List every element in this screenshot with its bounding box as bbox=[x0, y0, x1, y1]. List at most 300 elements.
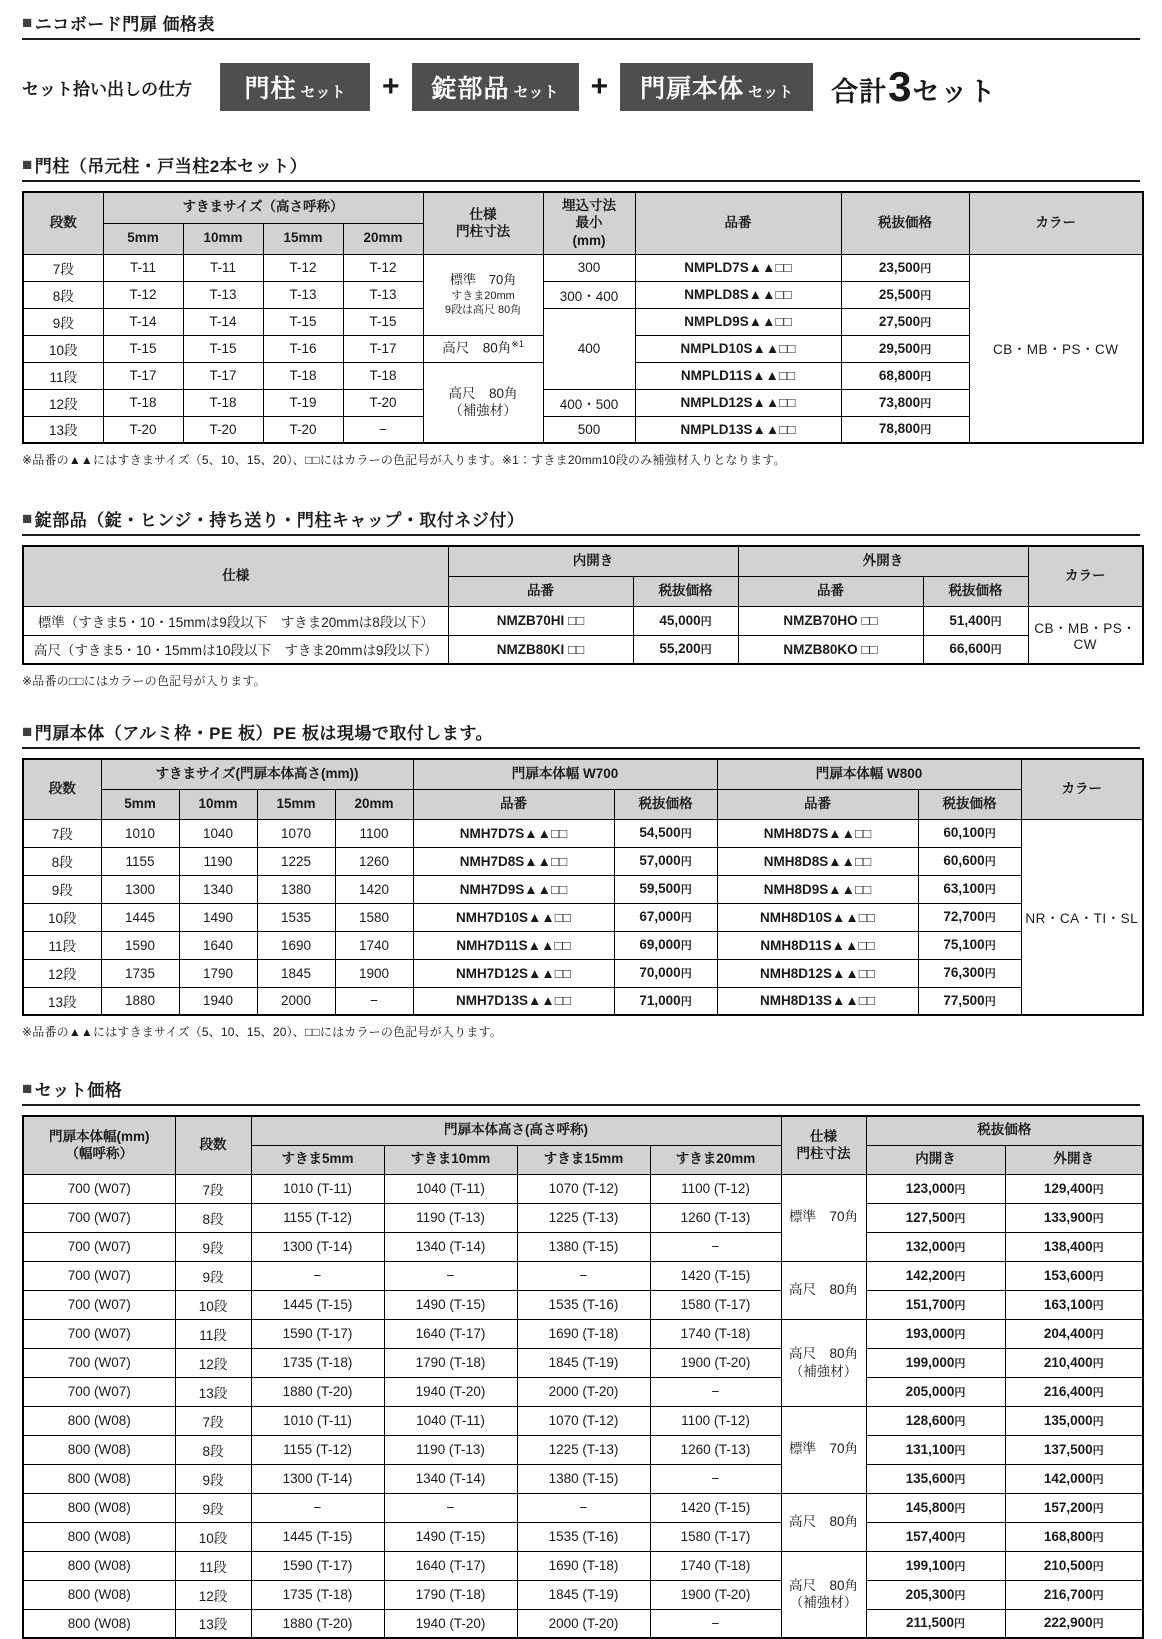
table-cell: 13段 bbox=[23, 987, 101, 1015]
header-cell: 段数 bbox=[175, 1116, 251, 1174]
table-cell: 1535 bbox=[257, 903, 335, 931]
table-cell: 1225 bbox=[257, 847, 335, 875]
table-cell: 1225 (T-13) bbox=[517, 1203, 650, 1232]
header-cell: 内開き bbox=[448, 546, 738, 576]
header-cell: すきま20mm bbox=[650, 1145, 781, 1174]
table-row bbox=[23, 1493, 1143, 1522]
table-cell: 222,900円 bbox=[1005, 1609, 1143, 1638]
table-row bbox=[23, 1551, 1143, 1580]
table-cell: 157,200円 bbox=[1005, 1493, 1143, 1522]
table-cell: NMH7D10S▲▲□□ bbox=[413, 903, 614, 931]
table-cell: 1880 (T-20) bbox=[251, 1609, 384, 1638]
section-gate-post bbox=[22, 152, 1140, 468]
table-cell: NMZB70HI □□ bbox=[448, 606, 633, 635]
table-cell: 800 (W08) bbox=[23, 1406, 175, 1435]
table-cell: 1735 bbox=[101, 959, 179, 987]
table-cell: 9段 bbox=[23, 875, 101, 903]
table-cell: 1155 (T-12) bbox=[251, 1203, 384, 1232]
table-cell: 1845 (T-19) bbox=[517, 1348, 650, 1377]
table-cell: 63,100円 bbox=[918, 875, 1021, 903]
header-cell: 外開き bbox=[1005, 1145, 1143, 1174]
header-cell: 5mm bbox=[101, 789, 179, 819]
table-cell: 1010 (T-11) bbox=[251, 1174, 384, 1203]
table-cell: 700 (W07) bbox=[23, 1319, 175, 1348]
table-cell: 2000 (T-20) bbox=[517, 1609, 650, 1638]
gate-body-footnote: ※品番の▲▲にはすきまサイズ（5、10、15、20）、□□にはカラーの色記号が入ります。 bbox=[22, 1025, 502, 1039]
table-cell: 138,400円 bbox=[1005, 1232, 1143, 1261]
table-cell: T-11 bbox=[183, 254, 263, 281]
table-cell: 1790 (T-18) bbox=[384, 1348, 517, 1377]
table-cell: 8段 bbox=[23, 281, 103, 308]
lock-parts-price-table bbox=[22, 545, 1144, 665]
header-cell: 門扉本体幅 W800 bbox=[717, 759, 1021, 789]
table-cell: 2000 bbox=[257, 987, 335, 1015]
table-cell: − bbox=[517, 1261, 650, 1290]
table-cell: 1940 (T-20) bbox=[384, 1609, 517, 1638]
table-cell: − bbox=[384, 1261, 517, 1290]
section-set-price-title bbox=[22, 1076, 1140, 1101]
table-cell: 1155 (T-12) bbox=[251, 1435, 384, 1464]
header-cell: 品番 bbox=[717, 789, 918, 819]
table-cell: NMPLD13S▲▲□□ bbox=[635, 416, 841, 443]
table-cell: 高尺（すきま5・10・15mmは10段以下 すきま20mmは9段以下） bbox=[23, 635, 448, 664]
header-cell: 門扉本体幅(mm) （幅呼称） bbox=[23, 1116, 175, 1174]
header-cell: 門扉本体高さ(高さ呼称) bbox=[251, 1116, 781, 1145]
table-cell: 145,800円 bbox=[866, 1493, 1005, 1522]
table-cell: 1790 bbox=[179, 959, 257, 987]
table-cell: 1190 bbox=[179, 847, 257, 875]
table-cell: 1010 bbox=[101, 819, 179, 847]
table-cell: NMZB80KO □□ bbox=[738, 635, 923, 664]
set-box-gate-post-suffix: セット bbox=[300, 83, 346, 101]
table-cell: 1190 (T-13) bbox=[384, 1203, 517, 1232]
table-cell: 7段 bbox=[175, 1406, 251, 1435]
table-cell: 高尺 80角 bbox=[781, 1493, 866, 1551]
table-cell: 1300 (T-14) bbox=[251, 1464, 384, 1493]
table-cell: 127,500円 bbox=[866, 1203, 1005, 1232]
table-cell: 29,500円 bbox=[841, 335, 969, 362]
table-cell: 1940 bbox=[179, 987, 257, 1015]
table-cell: 1735 (T-18) bbox=[251, 1348, 384, 1377]
table-cell: 1845 (T-19) bbox=[517, 1580, 650, 1609]
header-cell: すきまサイズ（高さ呼称） bbox=[103, 192, 423, 223]
table-cell: 151,700円 bbox=[866, 1290, 1005, 1319]
table-cell: T-17 bbox=[103, 362, 183, 389]
table-cell: 1880 (T-20) bbox=[251, 1377, 384, 1406]
section-gate-post-title bbox=[22, 152, 1140, 177]
header-cell: 20mm bbox=[335, 789, 413, 819]
table-cell: 800 (W08) bbox=[23, 1609, 175, 1638]
table-cell: 1740 (T-18) bbox=[650, 1319, 781, 1348]
header-cell: すきま5mm bbox=[251, 1145, 384, 1174]
table-cell: 1940 (T-20) bbox=[384, 1377, 517, 1406]
header-cell: カラー bbox=[969, 192, 1143, 254]
table-cell: T-19 bbox=[263, 389, 343, 416]
table-cell: − bbox=[650, 1464, 781, 1493]
table-row bbox=[23, 1261, 1143, 1290]
table-cell: 1580 (T-17) bbox=[650, 1290, 781, 1319]
table-cell: 76,300円 bbox=[918, 959, 1021, 987]
table-cell: NMH7D7S▲▲□□ bbox=[413, 819, 614, 847]
table-cell: 199,100円 bbox=[866, 1551, 1005, 1580]
table-cell: − bbox=[251, 1493, 384, 1522]
table-cell: 500 bbox=[543, 416, 635, 443]
table-cell: 標準 70角 bbox=[781, 1174, 866, 1261]
set-box-gate-body-suffix: セット bbox=[748, 83, 794, 101]
set-price-table bbox=[22, 1115, 1144, 1639]
section-lock-parts bbox=[22, 506, 1140, 689]
table-cell: T-14 bbox=[183, 308, 263, 335]
table-cell: 205,300円 bbox=[866, 1580, 1005, 1609]
table-cell: 11段 bbox=[175, 1551, 251, 1580]
set-total-suffix: セット bbox=[912, 76, 997, 107]
table-cell: NMPLD7S▲▲□□ bbox=[635, 254, 841, 281]
table-row bbox=[23, 1348, 1143, 1377]
table-cell: 11段 bbox=[23, 362, 103, 389]
table-cell: 1040 (T-11) bbox=[384, 1406, 517, 1435]
header-cell: 税抜価格 bbox=[614, 789, 717, 819]
table-row bbox=[23, 1232, 1143, 1261]
table-cell: 1340 (T-14) bbox=[384, 1232, 517, 1261]
table-cell: T-18 bbox=[263, 362, 343, 389]
table-cell: 700 (W07) bbox=[23, 1290, 175, 1319]
page-title-text: ニコボード門扉 価格表 bbox=[34, 15, 216, 34]
title-rule bbox=[22, 38, 1140, 40]
section-rule bbox=[22, 1104, 1140, 1106]
table-cell: 13段 bbox=[23, 416, 103, 443]
table-cell: NMH8D13S▲▲□□ bbox=[717, 987, 918, 1015]
table-cell: 10段 bbox=[23, 903, 101, 931]
table-cell: 27,500円 bbox=[841, 308, 969, 335]
table-cell: 129,400円 bbox=[1005, 1174, 1143, 1203]
table-cell: 1640 (T-17) bbox=[384, 1551, 517, 1580]
table-cell: T-18 bbox=[343, 362, 423, 389]
table-row bbox=[23, 254, 1143, 281]
table-cell: 193,000円 bbox=[866, 1319, 1005, 1348]
section-set-price bbox=[22, 1076, 1140, 1639]
table-cell: 1340 bbox=[179, 875, 257, 903]
table-cell: 168,800円 bbox=[1005, 1522, 1143, 1551]
table-row bbox=[23, 875, 1143, 903]
table-cell: NMH8D7S▲▲□□ bbox=[717, 819, 918, 847]
table-cell: 1155 bbox=[101, 847, 179, 875]
table-row bbox=[23, 1609, 1143, 1638]
table-cell: T-11 bbox=[103, 254, 183, 281]
table-cell: 1100 bbox=[335, 819, 413, 847]
table-cell: T-12 bbox=[263, 254, 343, 281]
table-cell: − bbox=[343, 416, 423, 443]
table-cell: 1735 (T-18) bbox=[251, 1580, 384, 1609]
table-cell: T-20 bbox=[263, 416, 343, 443]
page-header bbox=[22, 10, 1140, 40]
header-cell: カラー bbox=[1021, 759, 1143, 819]
table-row bbox=[23, 1406, 1143, 1435]
table-cell: 51,400円 bbox=[923, 606, 1028, 635]
header-cell: 税抜価格 bbox=[918, 789, 1021, 819]
table-cell: 205,000円 bbox=[866, 1377, 1005, 1406]
table-cell: 400・500 bbox=[543, 389, 635, 416]
table-cell: 10段 bbox=[175, 1290, 251, 1319]
table-cell: 1380 (T-15) bbox=[517, 1232, 650, 1261]
table-cell: NMH8D9S▲▲□□ bbox=[717, 875, 918, 903]
table-cell: 標準 70角 すきま20mm 9段は高尺 80角 bbox=[423, 254, 543, 335]
table-cell: 75,100円 bbox=[918, 931, 1021, 959]
table-cell: 700 (W07) bbox=[23, 1348, 175, 1377]
table-cell: NMH7D8S▲▲□□ bbox=[413, 847, 614, 875]
table-cell: 54,500円 bbox=[614, 819, 717, 847]
table-cell: T-14 bbox=[103, 308, 183, 335]
table-row bbox=[23, 1290, 1143, 1319]
table-cell: 23,500円 bbox=[841, 254, 969, 281]
section-bullet-icon: ■ bbox=[22, 1079, 33, 1098]
table-row bbox=[23, 1203, 1143, 1232]
set-box-lock-parts-label: 錠部品 bbox=[431, 75, 510, 103]
table-cell: 1590 (T-17) bbox=[251, 1551, 384, 1580]
table-cell: 700 (W07) bbox=[23, 1377, 175, 1406]
table-cell: 800 (W08) bbox=[23, 1464, 175, 1493]
gate-body-price-table bbox=[22, 758, 1144, 1016]
table-cell: 高尺 80角 （補強材） bbox=[423, 362, 543, 443]
table-row bbox=[23, 606, 1143, 635]
header-cell: 10mm bbox=[179, 789, 257, 819]
table-cell: T-20 bbox=[103, 416, 183, 443]
table-cell: 1740 bbox=[335, 931, 413, 959]
table-cell: T-15 bbox=[103, 335, 183, 362]
table-cell: 131,100円 bbox=[866, 1435, 1005, 1464]
table-cell: 8段 bbox=[175, 1203, 251, 1232]
table-cell: 300・400 bbox=[543, 281, 635, 308]
table-cell: − bbox=[335, 987, 413, 1015]
table-cell: 1790 (T-18) bbox=[384, 1580, 517, 1609]
table-cell: 69,000円 bbox=[614, 931, 717, 959]
table-cell: CB・MB・PS・CW bbox=[1028, 606, 1143, 664]
table-cell: 12段 bbox=[175, 1580, 251, 1609]
table-cell: 1190 (T-13) bbox=[384, 1435, 517, 1464]
table-cell: 1260 (T-13) bbox=[650, 1203, 781, 1232]
table-row bbox=[23, 1464, 1143, 1493]
table-cell: 1690 (T-18) bbox=[517, 1551, 650, 1580]
table-cell: NMH8D10S▲▲□□ bbox=[717, 903, 918, 931]
set-box-lock-parts-suffix: セット bbox=[513, 83, 559, 101]
set-box-lock-parts bbox=[412, 63, 579, 111]
table-cell: 1490 bbox=[179, 903, 257, 931]
table-cell: 9段 bbox=[175, 1232, 251, 1261]
table-cell: 1900 (T-20) bbox=[650, 1580, 781, 1609]
header-cell: 10mm bbox=[183, 223, 263, 254]
table-cell: 216,700円 bbox=[1005, 1580, 1143, 1609]
section-bullet-icon: ■ bbox=[22, 722, 33, 741]
section-rule bbox=[22, 534, 1140, 536]
table-cell: 45,000円 bbox=[633, 606, 738, 635]
table-cell: 1640 (T-17) bbox=[384, 1319, 517, 1348]
section-gate-post-title-text: 門柱（吊元柱・戸当柱2本セット） bbox=[34, 157, 308, 176]
header-cell: 品番 bbox=[448, 576, 633, 606]
table-row bbox=[23, 1580, 1143, 1609]
table-cell: 60,100円 bbox=[918, 819, 1021, 847]
table-cell: 1100 (T-12) bbox=[650, 1406, 781, 1435]
table-row bbox=[23, 931, 1143, 959]
section-lock-parts-title-text: 錠部品（錠・ヒンジ・持ち送り・門柱キャップ・取付ネジ付） bbox=[34, 511, 525, 530]
set-total-number: 3 bbox=[888, 62, 912, 110]
table-row bbox=[23, 819, 1143, 847]
table-cell: 1580 bbox=[335, 903, 413, 931]
gate-post-price-table bbox=[22, 191, 1144, 444]
table-cell: − bbox=[650, 1609, 781, 1638]
table-cell: 66,600円 bbox=[923, 635, 1028, 664]
title-bullet-icon: ■ bbox=[22, 13, 33, 32]
table-cell: T-15 bbox=[183, 335, 263, 362]
table-cell: NMPLD12S▲▲□□ bbox=[635, 389, 841, 416]
table-cell: 標準 70角 bbox=[781, 1406, 866, 1493]
table-cell: 800 (W08) bbox=[23, 1493, 175, 1522]
table-cell: 13段 bbox=[175, 1609, 251, 1638]
table-cell: NMH8D11S▲▲□□ bbox=[717, 931, 918, 959]
table-cell: 10段 bbox=[175, 1522, 251, 1551]
table-cell: T-20 bbox=[343, 389, 423, 416]
table-cell: 157,400円 bbox=[866, 1522, 1005, 1551]
table-cell: 1490 (T-15) bbox=[384, 1522, 517, 1551]
table-cell: 12段 bbox=[23, 959, 101, 987]
table-cell: 1535 (T-16) bbox=[517, 1522, 650, 1551]
table-cell: 72,700円 bbox=[918, 903, 1021, 931]
table-cell: T-12 bbox=[103, 281, 183, 308]
section-gate-body-title bbox=[22, 719, 1140, 744]
table-cell: 67,000円 bbox=[614, 903, 717, 931]
set-box-gate-post-label: 門柱 bbox=[244, 75, 297, 103]
table-cell: 1100 (T-12) bbox=[650, 1174, 781, 1203]
table-cell: 1420 (T-15) bbox=[650, 1261, 781, 1290]
table-cell: 1070 (T-12) bbox=[517, 1174, 650, 1203]
table-cell: 25,500円 bbox=[841, 281, 969, 308]
table-row bbox=[23, 1116, 1143, 1145]
table-cell: 1590 bbox=[101, 931, 179, 959]
table-cell: 700 (W07) bbox=[23, 1261, 175, 1290]
table-cell: T-12 bbox=[343, 254, 423, 281]
table-row bbox=[23, 1377, 1143, 1406]
section-set-price-title-text: セット価格 bbox=[34, 1081, 123, 1100]
header-cell: 段数 bbox=[23, 192, 103, 254]
table-row bbox=[23, 959, 1143, 987]
header-cell: 15mm bbox=[257, 789, 335, 819]
table-cell: 199,000円 bbox=[866, 1348, 1005, 1377]
table-cell: 128,600円 bbox=[866, 1406, 1005, 1435]
table-cell: 1380 bbox=[257, 875, 335, 903]
table-cell: − bbox=[650, 1232, 781, 1261]
set-total bbox=[831, 62, 997, 110]
table-cell: T-18 bbox=[183, 389, 263, 416]
table-cell: 1070 (T-12) bbox=[517, 1406, 650, 1435]
set-box-gate-body bbox=[620, 63, 813, 111]
section-rule bbox=[22, 747, 1140, 749]
table-cell: 78,800円 bbox=[841, 416, 969, 443]
table-row bbox=[23, 789, 1143, 819]
table-cell: − bbox=[251, 1261, 384, 1290]
table-cell: 133,900円 bbox=[1005, 1203, 1143, 1232]
section-bullet-icon: ■ bbox=[22, 155, 33, 174]
table-cell: 211,500円 bbox=[866, 1609, 1005, 1638]
header-cell: 品番 bbox=[738, 576, 923, 606]
table-cell: 高尺 80角 （補強材） bbox=[781, 1319, 866, 1406]
table-cell: 1845 bbox=[257, 959, 335, 987]
table-cell: 77,500円 bbox=[918, 987, 1021, 1015]
header-cell: 仕様 bbox=[23, 546, 448, 606]
table-cell: 135,600円 bbox=[866, 1464, 1005, 1493]
table-cell: 70,000円 bbox=[614, 959, 717, 987]
table-cell: 1040 (T-11) bbox=[384, 1174, 517, 1203]
table-cell: NMPLD9S▲▲□□ bbox=[635, 308, 841, 335]
table-cell: 8段 bbox=[175, 1435, 251, 1464]
set-guide-label: セット拾い出しの仕方 bbox=[22, 79, 192, 99]
table-cell: 1380 (T-15) bbox=[517, 1464, 650, 1493]
header-cell: 仕様 門柱寸法 bbox=[781, 1116, 866, 1174]
table-cell: NMH8D12S▲▲□□ bbox=[717, 959, 918, 987]
table-cell: 1040 bbox=[179, 819, 257, 847]
table-cell: T-15 bbox=[343, 308, 423, 335]
table-cell: 1880 bbox=[101, 987, 179, 1015]
table-row bbox=[23, 635, 1143, 664]
table-cell: 9段 bbox=[175, 1261, 251, 1290]
table-cell: 800 (W08) bbox=[23, 1580, 175, 1609]
table-cell: T-15 bbox=[263, 308, 343, 335]
table-cell: 132,000円 bbox=[866, 1232, 1005, 1261]
set-total-prefix: 合計 bbox=[831, 76, 888, 107]
table-cell: 1535 (T-16) bbox=[517, 1290, 650, 1319]
table-cell: 60,600円 bbox=[918, 847, 1021, 875]
table-cell: 1490 (T-15) bbox=[384, 1290, 517, 1319]
table-cell: 1445 (T-15) bbox=[251, 1290, 384, 1319]
table-cell: 204,400円 bbox=[1005, 1319, 1143, 1348]
table-cell: 300 bbox=[543, 254, 635, 281]
header-cell: 15mm bbox=[263, 223, 343, 254]
header-cell: 5mm bbox=[103, 223, 183, 254]
table-cell: 153,600円 bbox=[1005, 1261, 1143, 1290]
table-cell: 1260 (T-13) bbox=[650, 1435, 781, 1464]
table-cell: NMH7D12S▲▲□□ bbox=[413, 959, 614, 987]
table-cell: 135,000円 bbox=[1005, 1406, 1143, 1435]
header-cell: 埋込寸法 最小 (mm) bbox=[543, 192, 635, 254]
set-guide-banner bbox=[22, 62, 1140, 112]
table-cell: 210,400円 bbox=[1005, 1348, 1143, 1377]
table-cell: 12段 bbox=[23, 389, 103, 416]
table-cell: 13段 bbox=[175, 1377, 251, 1406]
table-cell: 11段 bbox=[175, 1319, 251, 1348]
table-cell: T-13 bbox=[343, 281, 423, 308]
table-cell: 1900 (T-20) bbox=[650, 1348, 781, 1377]
table-cell: NMH8D8S▲▲□□ bbox=[717, 847, 918, 875]
table-cell: 216,400円 bbox=[1005, 1377, 1143, 1406]
table-row bbox=[23, 847, 1143, 875]
table-row bbox=[23, 1435, 1143, 1464]
header-cell: 段数 bbox=[23, 759, 101, 819]
gate-post-footnote: ※品番の▲▲にはすきまサイズ（5、10、15、20）、□□にはカラーの色記号が入ります。※1：すきま20mm10段のみ補強材入りとなります。 bbox=[22, 453, 786, 467]
table-cell: − bbox=[384, 1493, 517, 1522]
table-cell: 142,000円 bbox=[1005, 1464, 1143, 1493]
set-box-gate-post bbox=[220, 63, 370, 111]
table-cell: 7段 bbox=[23, 254, 103, 281]
table-cell: 1900 bbox=[335, 959, 413, 987]
table-cell: 1420 (T-15) bbox=[650, 1493, 781, 1522]
table-cell: 1340 (T-14) bbox=[384, 1464, 517, 1493]
table-cell: NMH7D9S▲▲□□ bbox=[413, 875, 614, 903]
table-cell: 7段 bbox=[175, 1174, 251, 1203]
table-cell: 1445 (T-15) bbox=[251, 1522, 384, 1551]
table-cell: 1690 bbox=[257, 931, 335, 959]
table-cell: 1300 bbox=[101, 875, 179, 903]
table-cell: 1260 bbox=[335, 847, 413, 875]
header-cell: 税抜価格 bbox=[633, 576, 738, 606]
table-cell: 1225 (T-13) bbox=[517, 1435, 650, 1464]
table-cell: T-16 bbox=[263, 335, 343, 362]
